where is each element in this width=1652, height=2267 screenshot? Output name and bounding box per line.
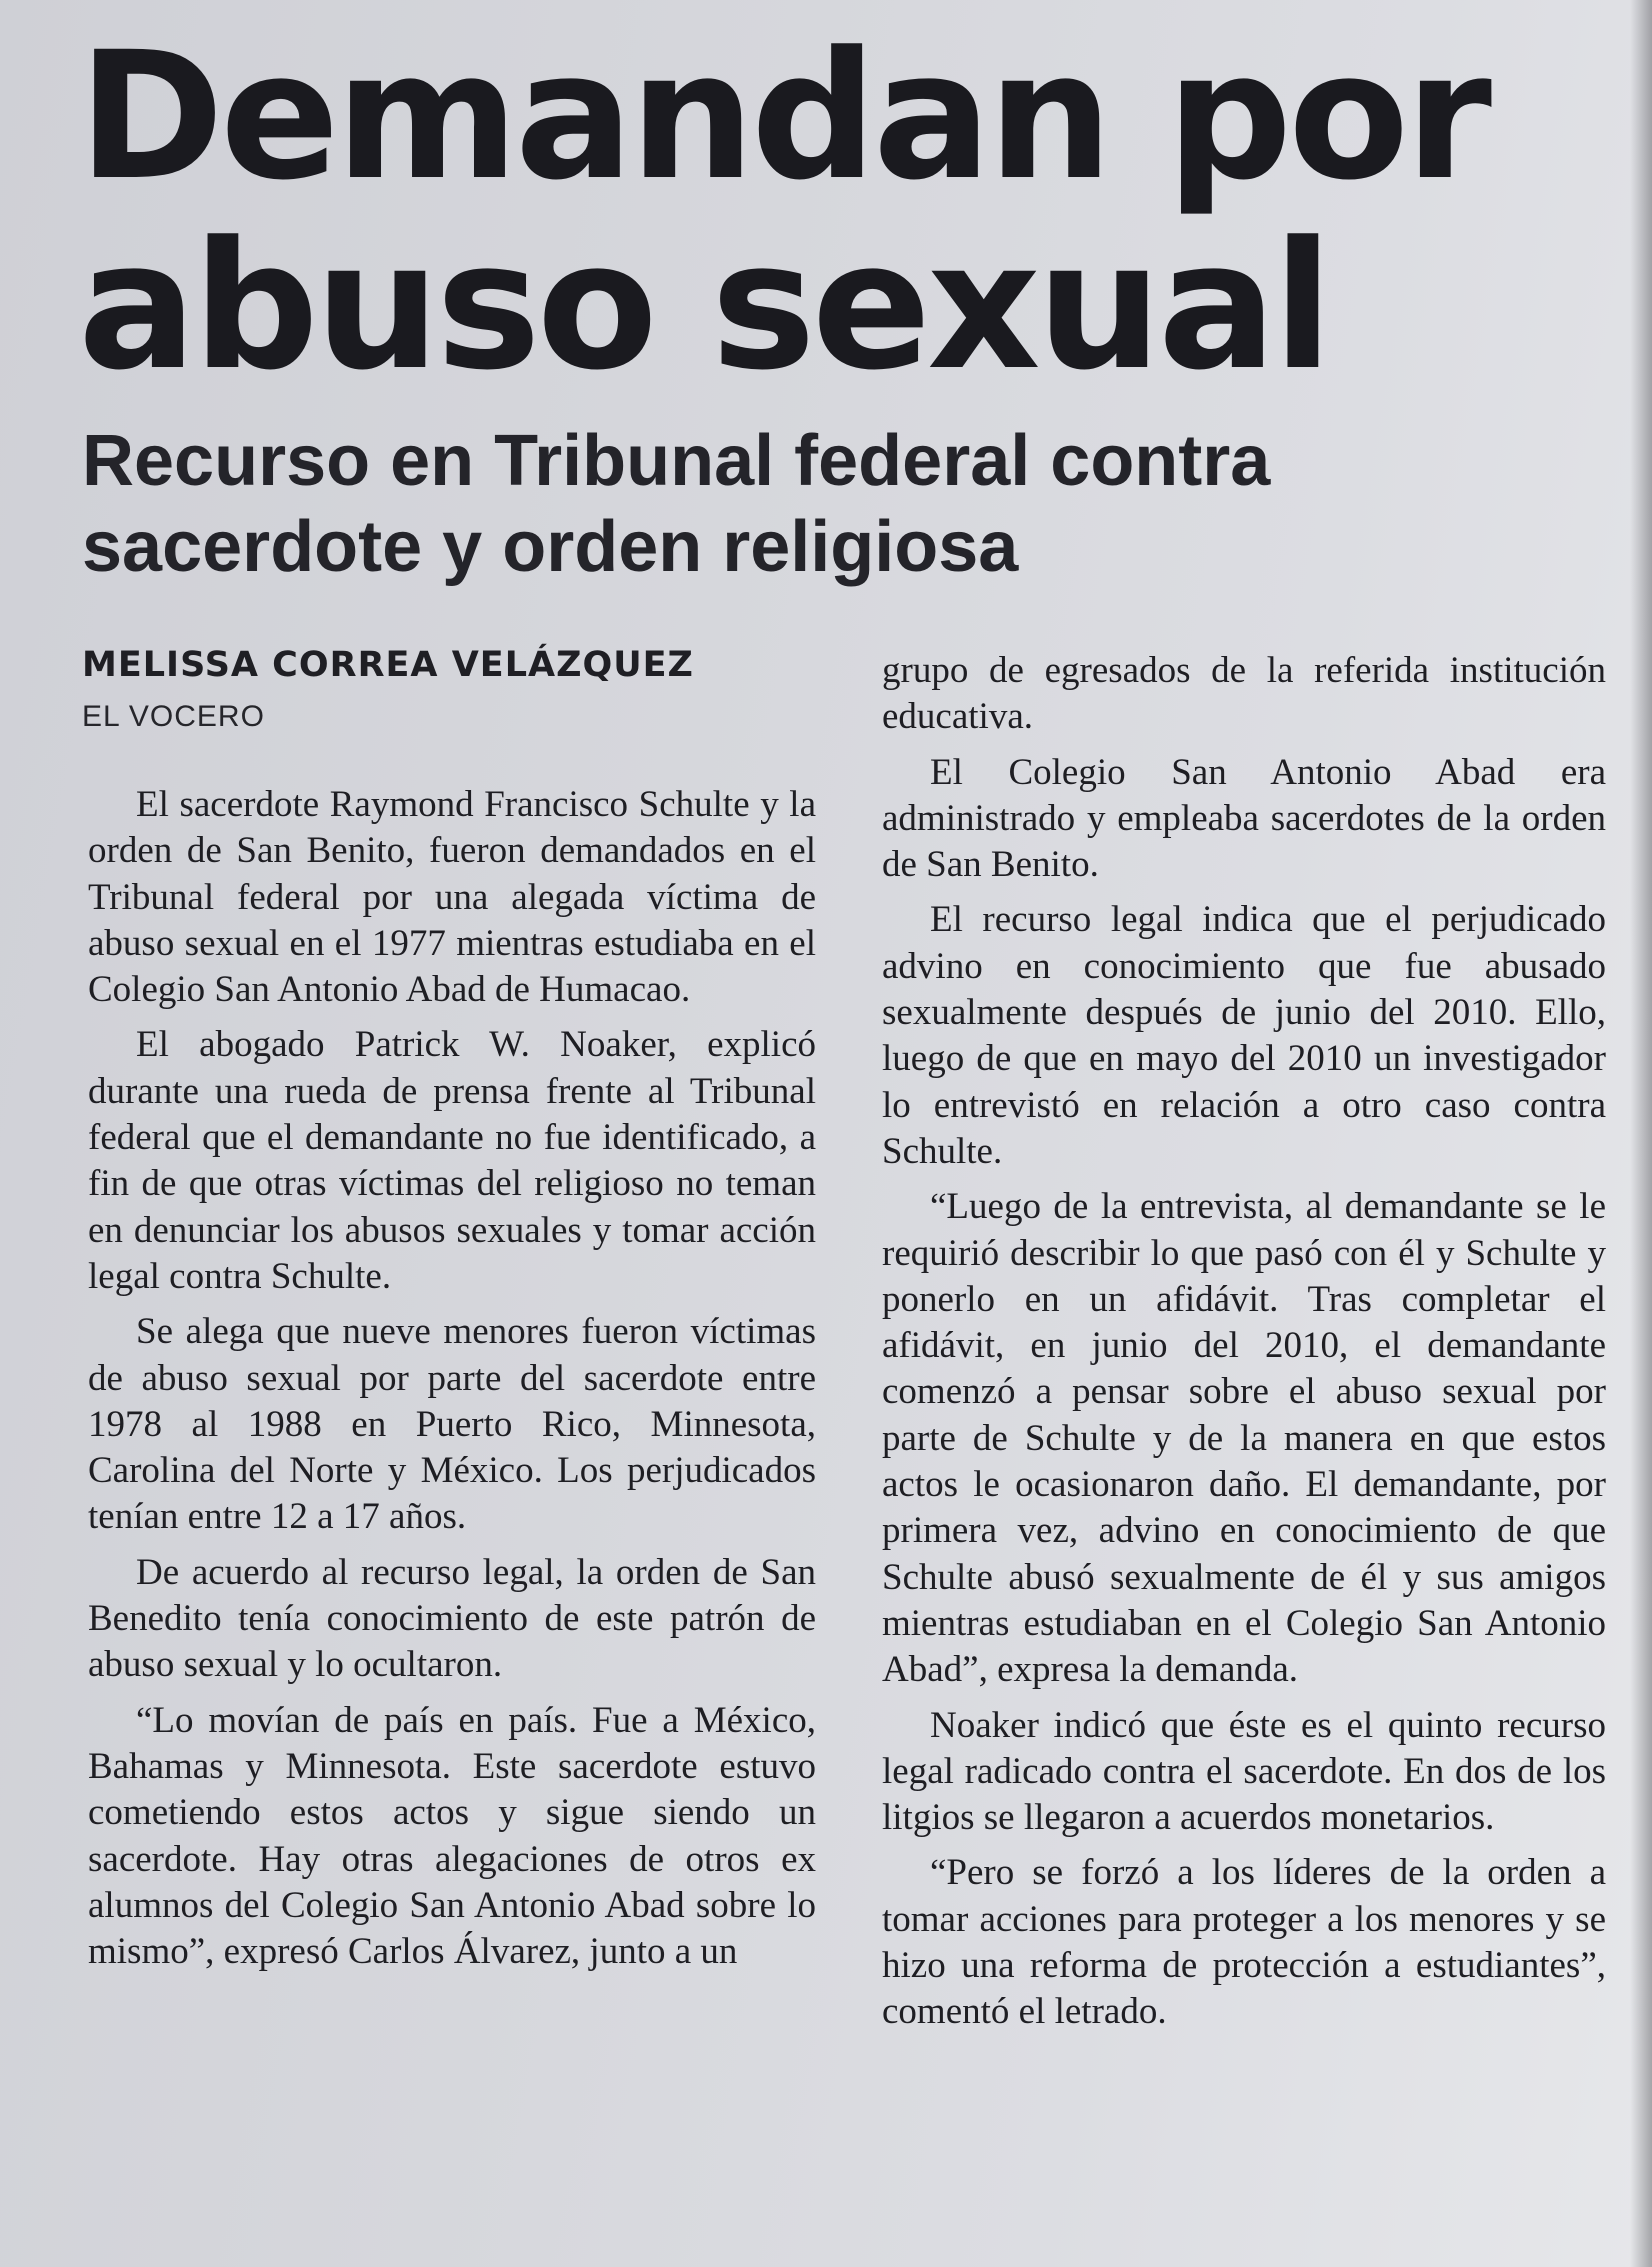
article-column-1 [88,782,816,1984]
headline [78,14,1598,409]
page-edge-shadow [1630,0,1652,2267]
subheadline [82,418,1482,590]
paragraph: “Lo movían de país en país. Fue a México, Bahamas y Minnesota. Este sacerdote estuvo cometiendo estos actos y sigue siendo un sacerdote. Hay otras alegaciones de otros ex alumnos del Colegio San Antonio Abad sobre lo mismo”, expresó Carlos Álvarez, junto a un [88,1699,816,1973]
paragraph: El Colegio San Antonio Abad era administrado y empleaba sacerdotes de la orden de San Benito. [882,751,1606,886]
paragraph: El recurso legal indica que el perjudicado advino en conocimiento que fue abusado sexualmente después de junio del 2010. Ello, luego de que en mayo del 2010 un investigador lo entrevistó en relación a otro caso contra Schulte. [882,899,1606,1172]
paragraph: “Pero se forzó a los líderes de la orden a tomar acciones para proteger a los menores y se hizo una reforma de protección a estudiantes”, comentó el letrado. [882,1852,1606,2033]
paragraph-continued: grupo de egresados de la referida institución educativa. [882,650,1606,738]
byline: MELISSA CORREA VELÁZQUEZ [82,645,694,685]
subheadline-line-1: Recurso en Tribunal federal contra [82,421,1271,501]
article-column-2 [882,648,1606,2045]
paragraph: De acuerdo al recurso legal, la orden de San Benedito tenía conocimiento de este patrón de abuso sexual y lo ocultaron. [88,1551,816,1686]
headline-line-1: Demandan por [78,14,1488,219]
paragraph: Se alega que nueve menores fueron víctimas de abuso sexual por parte del sacerdote entre 1978 al 1988 en Puerto Rico, Minnesota, Carolina del Norte y México. Los perjudicados tenían entre 12 a 17 años. [88,1311,816,1538]
paragraph: El abogado Patrick W. Noaker, explicó durante una rueda de prensa frente al Tribunal federal que el demandante no fue identificado, a fin de que otras víctimas del religioso no teman en denunciar los abusos sexuales y tomar acción legal contra Schulte. [88,1024,816,1297]
subheadline-line-2: sacerdote y orden religiosa [82,507,1019,587]
headline-line-2: abuso sexual [78,204,1330,409]
paragraph: El sacerdote Raymond Francisco Schulte y la orden de San Benito, fueron demandados en el Tribunal federal por una alegada víctima de abuso sexual en el 1977 mientras estudiaba en el Colegio San Antonio Abad de Humacao. [88,784,816,1011]
paragraph: “Luego de la entrevista, al demandante se le requirió describir lo que pasó con él y Schulte y ponerlo en un afidávit. Tras completar el afidávit, en junio del 2010, el demandante comenzó a pensar sobre el abuso sexual por parte de Schulte y de la manera en que estos actos le ocasionaron daño. El demandante, por primera vez, advino en conocimiento de que Schulte abusó sexualmente de él y sus amigos mientras estudiaban en el Colegio San Antonio Abad”, expresa la demanda. [882,1186,1606,1691]
publication-source: EL VOCERO [82,700,265,733]
paragraph: Noaker indicó que éste es el quinto recurso legal radicado contra el sacerdote. En dos de los litgios se llegaron a acuerdos monetarios. [882,1704,1606,1839]
